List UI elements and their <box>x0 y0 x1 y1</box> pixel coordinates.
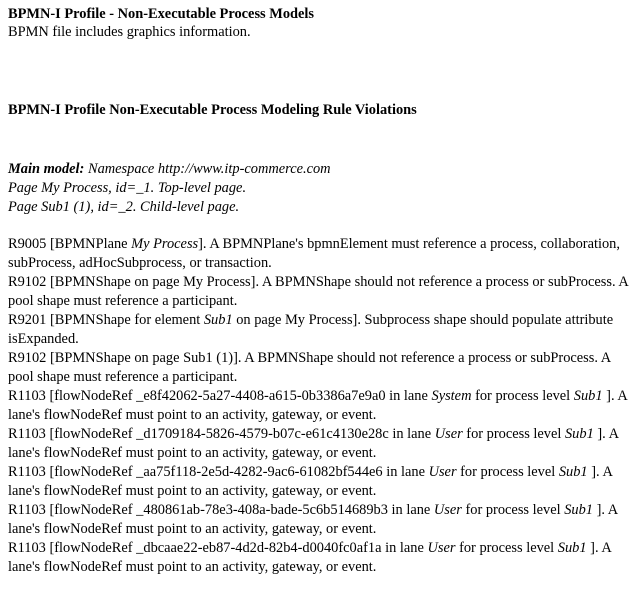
violation-ref: flowNodeRef _e8f42062-5a27-4408-a615-0b3386a7e9a0 in lane <box>54 388 432 404</box>
violation-ref-suffix: for process level <box>455 540 558 556</box>
violation-code: R9102 <box>8 274 47 290</box>
violation-process-name: Sub1 <box>557 540 587 556</box>
violation-message: A lane's flowNodeRef must point to an activity, gateway, or event. <box>8 502 618 537</box>
violation-ref-name: User <box>427 540 456 556</box>
violation-code: R9102 <box>8 350 47 366</box>
report-header <box>8 5 631 41</box>
violation-ref: flowNodeRef _dbcaae22-eb87-4d2d-82b4-d0040fc0af1a in lane <box>54 540 428 556</box>
main-model-page: Page Sub1 (1), id=_2. Child-level page. <box>8 199 240 215</box>
violations-heading: BPMN-I Profile Non-Executable Process Modeling Rule Violations <box>8 102 417 118</box>
violation-message: A BPMNPlane's bpmnElement must reference a process, collaboration, subProcess, adHocSubprocess, or transaction. <box>8 236 620 271</box>
violation-item: R9102 [BPMNShape on page Sub1 (1)]. A BPMNShape should not reference a process or subProcess. A pool shape must reference a participant. <box>8 350 611 385</box>
violation-ref-name: Sub1 <box>203 312 233 328</box>
main-model-label: Main model: <box>8 161 85 177</box>
violation-ref: BPMNShape for element <box>54 312 204 328</box>
violation-ref-name: My Process <box>131 236 199 252</box>
violation-code: R9005 <box>8 236 47 252</box>
violation-code: R1103 <box>8 540 46 556</box>
violation-ref: flowNodeRef _480861ab-78e3-408a-bade-5c6b514689b3 in lane <box>54 502 434 518</box>
violation-message: Subprocess shape should populate attribute isExpanded. <box>8 312 614 347</box>
violation-ref-name: User <box>428 464 457 480</box>
violation-message: A lane's flowNodeRef must point to an activity, gateway, or event. <box>8 388 627 423</box>
violation-message: A BPMNShape should not reference a process or subProcess. A pool shape must reference a participant. <box>8 350 611 385</box>
violation-message: A lane's flowNodeRef must point to an activity, gateway, or event. <box>8 464 613 499</box>
violation-item: R1103 [flowNodeRef _480861ab-78e3-408a-bade-5c6b514689b3 in lane User for process level Sub1 ]. A lane's flowNodeRef must point to an activity, gateway, or event. <box>8 502 618 537</box>
violation-item: R1103 [flowNodeRef _dbcaae22-eb87-4d2d-82b4-d0040fc0af1a in lane User for process level Sub1 ]. A lane's flowNodeRef must point to an activity, gateway, or event. <box>8 540 611 575</box>
violation-item: R1103 [flowNodeRef _aa75f118-2e5d-4282-9ac6-61082bf544e6 in lane User for process level Sub1 ]. A lane's flowNodeRef must point to an activity, gateway, or event. <box>8 464 613 499</box>
violation-ref: flowNodeRef _aa75f118-2e5d-4282-9ac6-61082bf544e6 in lane <box>54 464 429 480</box>
main-model-page: Page My Process, id=_1. Top-level page. <box>8 180 247 196</box>
violation-item: R1103 [flowNodeRef _d1709184-5826-4579-b07c-e61c4130e28c in lane User for process level Sub1 ]. A lane's flowNodeRef must point to an activity, gateway, or event. <box>8 426 619 461</box>
violations-list <box>8 235 631 577</box>
violation-ref: flowNodeRef _d1709184-5826-4579-b07c-e61c4130e28c in lane <box>54 426 435 442</box>
violation-ref-name: System <box>431 388 472 404</box>
violation-code: R9201 <box>8 312 47 328</box>
report-subtitle: BPMN file includes graphics information. <box>8 24 251 40</box>
violation-item: R9102 [BPMNShape on page My Process]. A BPMNShape should not reference a process or subProcess. A pool shape must reference a participant. <box>8 274 628 309</box>
violation-message: A lane's flowNodeRef must point to an activity, gateway, or event. <box>8 540 611 575</box>
violation-code: R1103 <box>8 426 46 442</box>
violation-ref-suffix: for process level <box>462 426 565 442</box>
violation-ref-suffix: for process level <box>461 502 565 518</box>
main-model-info <box>8 160 631 217</box>
violation-code: R1103 <box>8 464 46 480</box>
main-model-namespace: Namespace http://www.itp-commerce.com <box>87 161 331 177</box>
violation-ref: BPMNShape on page My Process <box>54 274 251 290</box>
violation-process-name: Sub1 <box>558 464 588 480</box>
violation-ref-suffix: for process level <box>471 388 574 404</box>
violation-ref-suffix: on page My Process <box>232 312 353 328</box>
violation-process-name: Sub1 <box>564 502 593 518</box>
violation-item: R9005 [BPMNPlane My Process]. A BPMNPlane's bpmnElement must reference a process, collaboration, subProcess, adHocSubprocess, or transaction. <box>8 236 620 271</box>
violation-ref-name: User <box>433 502 462 518</box>
violation-message: A lane's flowNodeRef must point to an activity, gateway, or event. <box>8 426 619 461</box>
violation-code: R1103 <box>8 388 46 404</box>
violation-ref-suffix: for process level <box>456 464 559 480</box>
violation-message: A BPMNShape should not reference a process or subProcess. A pool shape must reference a participant. <box>8 274 628 309</box>
violation-process-name: Sub1 <box>573 388 603 404</box>
violation-code: R1103 <box>8 502 46 518</box>
violation-ref: BPMNShape on page Sub1 (1) <box>54 350 234 366</box>
violation-ref-name: User <box>434 426 463 442</box>
violation-ref: BPMNPlane <box>54 236 132 252</box>
violation-process-name: Sub1 <box>564 426 594 442</box>
main-model-namespace-line <box>8 160 631 179</box>
report-title: BPMN-I Profile - Non-Executable Process Models <box>8 6 315 22</box>
violation-item: R1103 [flowNodeRef _e8f42062-5a27-4408-a615-0b3386a7e9a0 in lane System for process level Sub1 ]. A lane's flowNodeRef must point to an activity, gateway, or event. <box>8 388 627 423</box>
violation-item: R9201 [BPMNShape for element Sub1 on page My Process]. Subprocess shape should populate attribute isExpanded. <box>8 312 614 347</box>
